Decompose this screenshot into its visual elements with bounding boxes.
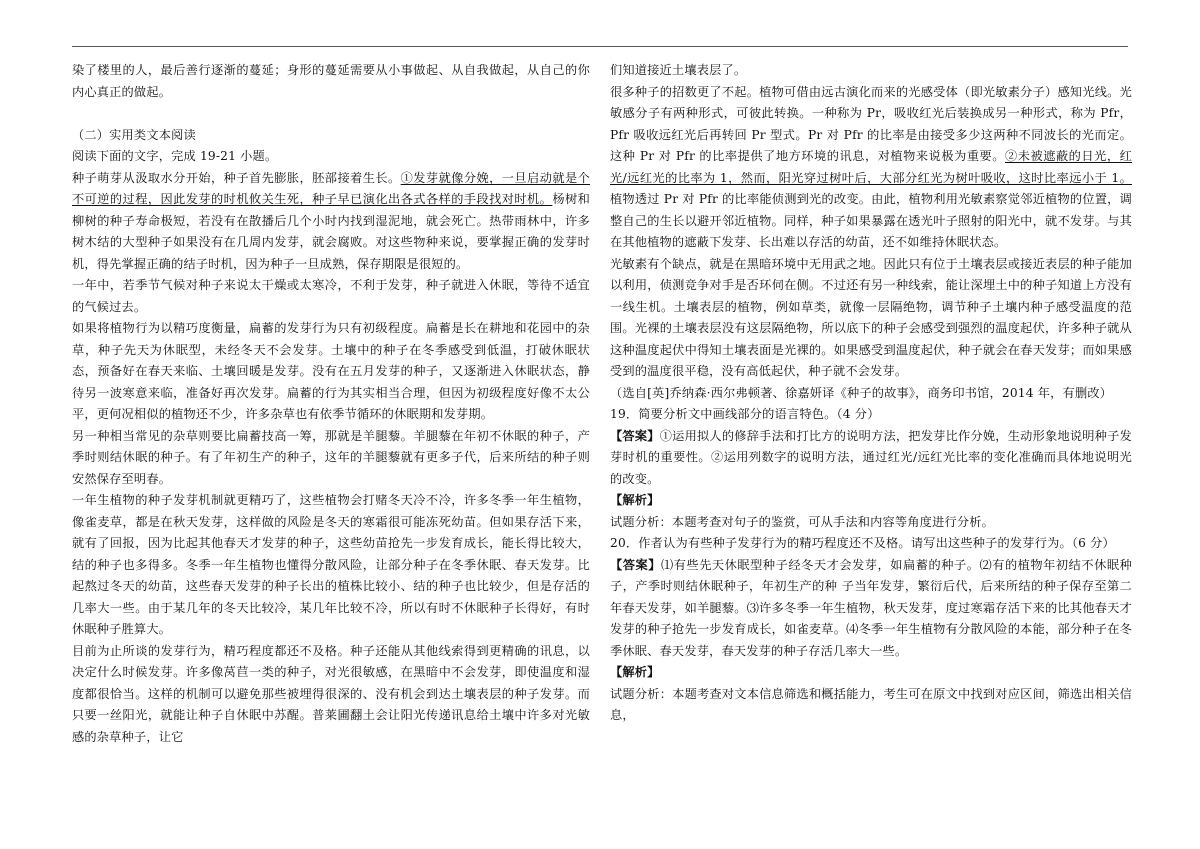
answer-label: 【答案】 <box>610 428 660 443</box>
paragraph-6: 目前为止所谈的发芽行为，精巧程度都还不及格。种子还能从其他线索得到更精确的讯息，以决定什么时候发芽。许多像莴苣一类的种子，对光很敏感，在黑暗中不会发芽，即使温度和湿度都很恰当。这样的机制可以避免那些被埋得很深的、没有机会到达土壤表层的种子发芽。而只要一丝阳光，就能让种子自休眠中苏醒。普莱圃翻土会让阳光传递讯息给土壤中许多对光敏感的杂草种子，让它 <box>72 643 590 744</box>
source-citation: （选自[英]乔纳森·西尔弗顿著、徐嘉妍译《种子的故事》，商务印书馆，2014 年，有删改） <box>610 385 1113 400</box>
right-column <box>610 60 1132 727</box>
answer-20-text: ⑴有些先天休眠型种子经冬天才会发芽，如扁蓄的种子。⑵有的植物年初结不休眠种子，产季时则结休眠种子，年初生产的种 子当年发芽，繁衍后代，后来所结的种子保存至第二年春天发芽，如羊腿藜。⑶许多冬季一年生植物，秋天发芽，度过寒霜存活下来的比其他春天才发芽的种子抢先一步发育成长，如雀麦草。⑷冬季一年生植物有分散风险的本能，部分种子在冬季休眠、春天发芽，春天发芽的种子存活几率大一些。 <box>610 557 1132 658</box>
paragraph-7-rest: 植物透过 Pr 对 Pfr 的比率能侦测到光的改变。由此，植物利用光敏素察觉邻近植物的位置，调整自己的生长以避开邻近植物。同样，种子如果暴露在透光叶子照射的阳光中，就不发芽。与其在其他植物的遮蔽下发芽、长出难以存活的幼苗，还不如维持休眠状态。 <box>610 192 1132 249</box>
answer-19-text: ①运用拟人的修辞手法和打比方的说明方法，把发芽比作分娩，生动形象地说明种子发芽时机的重要性。②运用列数字的说明方法，通过红光/远红光比率的变化准确而具体地说明光的改变。 <box>610 428 1132 486</box>
paragraph-4: 另一种相当常见的杂草则要比扁蓄技高一筹，那就是羊腿藜。羊腿藜在年初不休眠的种子，产季时则结休眠的种子。有了年初生产的种子，这年的羊腿藜就有更多子代，后来所结的种子则安然保存至明春。 <box>72 428 590 486</box>
spacer <box>72 103 590 125</box>
analysis-label: 【解析】 <box>610 665 660 679</box>
header-rule <box>72 46 1128 47</box>
section-heading: （二）实用类文本阅读 <box>72 127 196 142</box>
question-19: 19．简要分析文中画线部分的语言特色。（4 分） <box>610 407 880 421</box>
answer-label: 【答案】 <box>610 557 661 572</box>
answer-20 <box>610 555 1132 663</box>
analysis-19: 试题分析：本题考查对句子的鉴赏，可从手法和内容等角度进行分析。 <box>610 514 995 529</box>
paragraph-1-rest: 杨树和柳树的种子寿命极短，若没有在散播后几个小时内找到湿泥地，就会死亡。热带雨林中，许多树木结的大型种子如果没有在几周内发芽，就会腐败。对这些物种来说，要掌握正确的发芽时机，得先掌握正确的结子时机，因为种子一旦成熟，保存期限是很短的。 <box>72 192 590 271</box>
left-column <box>72 60 590 748</box>
paragraph-3: 如果将植物行为以精巧度衡量，扁蓄的发芽行为只有初级程度。扁蓄是长在耕地和花园中的杂草，种子先天为休眠型，未经冬天不会发芽。土壤中的种子在冬季感受到低温，打破休眠状态，预备好在春天来临、土壤回暖是发芽。没有在五月发芽的种子，又逐渐进入休眠状态，静待另一波寒意来临，准备好再次发芽。扁蓄的行为其实相当合理，但因为初级程度好像不太公平，更何况相似的植物还不少，许多杂草也有依季节循环的休眠期和发芽期。 <box>72 321 590 421</box>
answer-19 <box>610 426 1132 491</box>
continued-paragraph: 们知道接近土壤表层了。 <box>610 63 747 77</box>
instruction: 阅读下面的文字，完成 19-21 小题。 <box>72 149 278 163</box>
paragraph-1-text: 种子萌芽从汲取水分开始，种子首先膨胀，胚部接着生长。 <box>72 170 401 185</box>
analysis-20: 试题分析：本题考查对文本信息筛选和概括能力，考生可在原文中找到对应区间，筛选出相关信息， <box>610 686 1132 722</box>
paragraph-7 <box>610 82 1132 254</box>
underlined-sentence-2: ②未被遮蔽的日光，红光/远红光的比率为 1，然而，阳光穿过树叶后，大部分红光为树叶吸收，这时比率远小于 1。 <box>610 149 1132 185</box>
paragraph-5: 一年生植物的种子发芽机制就更精巧了，这些植物会打赌冬天冷不冷，许多冬季一年生植物，像雀麦草，都是在秋天发芽，这样做的风险是冬天的寒霜很可能冻死幼苗。但如果存活下来，就有了回报，因为比起其他春天才发芽的种子，这些幼苗抢先一步发育成长，能长得比较大，结的种子也多得多。冬季一年生植物也懂得分散风险，让部分种子在冬季休眠、春天发芽。比起熬过冬天的幼苗，这些春天发芽的种子长出的植株比较小、结的种子也比较少，但是存活的几率大一些。由于某几年的冬天比较冷，某几年比较不冷，所以有时不休眠种子长得好，有时休眠种子胜算大。 <box>72 493 590 636</box>
paragraph-2: 一年中，若季节气候对种子来说太干燥或太寒冷，不利于发芽，种子就进入休眠，等待不适宜的气候过去。 <box>72 278 590 314</box>
paragraph-8: 光敏素有个缺点，就是在黑暗环境中无用武之地。因此只有位于土壤表层或接近表层的种子能加以利用，侦测竞争对手是否环伺在侧。不过还有另一种线索，能让深埋土中的种子知道上方没有一线生机。土壤表层的植物，例如草类，就像一层隔绝物，调节种子土壤内种子感受温度的范围。光裸的土壤表层没有这层隔绝物，所以底下的种子会感受到强烈的温度起伏，许多种子就从这种温度起伏中得知土壤表面是光裸的。如果感受到温度起伏，种子就会在春天发芽；而如果感受到的温度很平稳，没有高低起伏，种子就不会发芽。 <box>610 256 1132 378</box>
question-20: 20．作者认为有些种子发芽行为的精巧程度还不及格。请写出这些种子的发芽行为。（6 分） <box>610 536 1115 550</box>
underlined-sentence-1: ①发芽就像分娩，一旦启动就是个不可逆的过程，因此发芽的时机攸关生死，种子早已演化出各式各样的手段找对时机。 <box>72 170 591 206</box>
continued-paragraph: 染了楼里的人，最后善行逐渐的蔓延；身形的蔓延需要从小事做起、从自我做起，从自己的你内心真正的做起。 <box>72 63 590 99</box>
analysis-label: 【解析】 <box>610 493 660 507</box>
paragraph-1 <box>72 168 590 276</box>
paragraph-7-text: 很多种子的招数更了不起。植物可借由远古演化而来的光感受体（即光敏素分子）感知光线。光敏感分子有两种形式，可彼此转换。一种称为 Pr，吸收红光后装换成另一种形式，称为 Pfr，Pfr 吸收远红光后再转回 Pr 型式。Pr 对 Pfr 的比率是由接受多少这两种不同波长的光而定。这种 Pr 对 Pfr 的比率提供了地方环境的讯息，对植物来说极为重要。 <box>610 84 1132 163</box>
